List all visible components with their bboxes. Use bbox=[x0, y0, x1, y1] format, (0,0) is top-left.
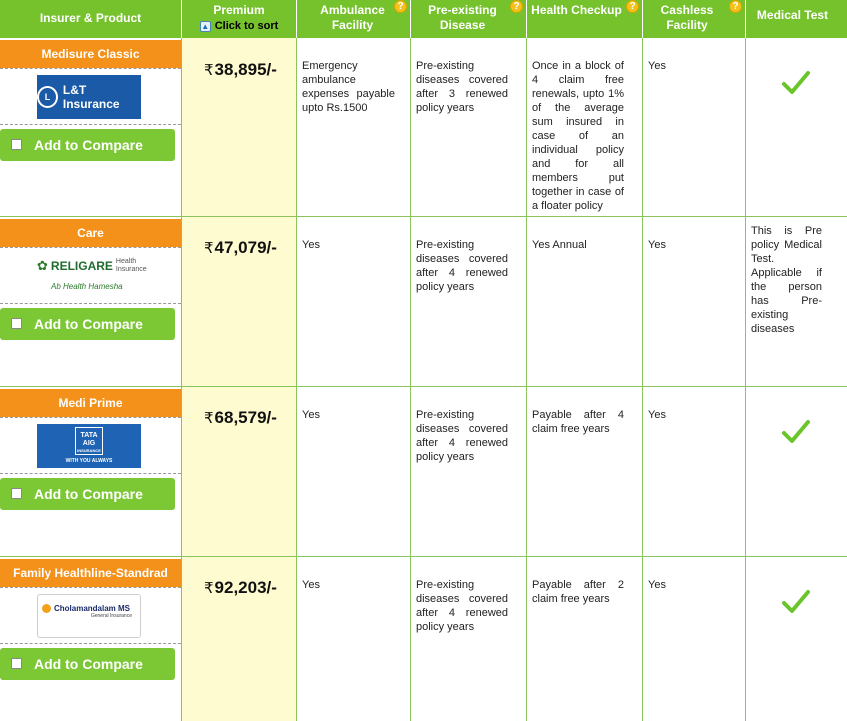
religare-flower-icon: ✿ bbox=[37, 258, 48, 273]
add-to-compare-label: Add to Compare bbox=[34, 316, 143, 332]
header-health-checkup bbox=[527, 0, 642, 38]
dashed-divider bbox=[0, 417, 181, 418]
health-checkup-cell: Once in a block of 4 claim free renewals, upto 1% of the average sum insured in case of an individual policy and for all members put together in case of a floater policy bbox=[532, 60, 624, 212]
premium-amount bbox=[204, 408, 277, 428]
add-to-compare-button[interactable] bbox=[0, 129, 175, 161]
preexisting-cell: Pre-existing diseases covered after 4 renewed policy years bbox=[416, 409, 508, 463]
column-divider bbox=[745, 38, 746, 721]
dashed-divider bbox=[0, 124, 181, 125]
insurer-logo-subtext: General Insurance bbox=[90, 613, 132, 619]
add-to-compare-label: Add to Compare bbox=[34, 137, 143, 153]
insurer-logo-text: L&T Insurance bbox=[62, 83, 120, 111]
rupee-icon: ₹ bbox=[204, 410, 214, 427]
cashless-cell: Yes bbox=[648, 409, 666, 421]
header-insurer bbox=[0, 0, 181, 38]
insurer-logo bbox=[37, 254, 147, 298]
compare-checkbox[interactable] bbox=[11, 139, 22, 150]
add-to-compare-button[interactable] bbox=[0, 478, 175, 510]
premium-value: 38,895/- bbox=[214, 60, 277, 79]
dashed-divider bbox=[0, 473, 181, 474]
insurer-logo-subtext: INSURANCE bbox=[77, 448, 101, 453]
chola-mark-icon bbox=[42, 604, 51, 613]
rupee-icon: ₹ bbox=[204, 240, 214, 257]
ambulance-cell: Yes bbox=[302, 239, 320, 251]
medical-test-cell: This is Pre policy Medical Test. Applicable if the person has Pre-existing diseases bbox=[751, 225, 822, 335]
product-name: Care bbox=[0, 219, 181, 247]
insurer-logo bbox=[37, 424, 141, 468]
help-icon[interactable]: ? bbox=[510, 0, 523, 13]
premium-value: 47,079/- bbox=[214, 238, 277, 257]
product-name: Family Healthline-Standrad bbox=[0, 559, 181, 587]
preexisting-cell: Pre-existing diseases covered after 4 renewed policy years bbox=[416, 239, 508, 293]
premium-column-background bbox=[182, 38, 296, 721]
cashless-cell: Yes bbox=[648, 60, 666, 72]
dashed-divider bbox=[0, 587, 181, 588]
compare-checkbox[interactable] bbox=[11, 658, 22, 669]
column-divider bbox=[526, 38, 527, 721]
row-divider bbox=[0, 556, 847, 557]
column-divider bbox=[181, 38, 182, 721]
tata-aig-mark-icon bbox=[75, 427, 103, 455]
header-insurer-label: Insurer & Product bbox=[39, 11, 142, 25]
sort-label[interactable]: Click to sort bbox=[214, 20, 279, 32]
header-medical-test-label: Medical Test bbox=[756, 8, 829, 22]
insurer-logo-text: Cholamandalam MS bbox=[54, 604, 131, 613]
column-divider bbox=[296, 38, 297, 721]
ambulance-cell: Yes bbox=[302, 579, 320, 591]
premium-value: 92,203/- bbox=[214, 578, 277, 597]
health-checkup-cell: Yes Annual bbox=[532, 239, 587, 251]
row-divider bbox=[0, 386, 847, 387]
dashed-divider bbox=[0, 643, 181, 644]
help-icon[interactable]: ? bbox=[729, 0, 742, 13]
insurer-logo bbox=[37, 594, 141, 638]
insurer-logo bbox=[37, 75, 141, 119]
insurer-logo-subtext: Health Insurance bbox=[115, 258, 147, 273]
cashless-cell: Yes bbox=[648, 239, 666, 251]
header-premium[interactable] bbox=[182, 0, 296, 38]
ambulance-cell: Yes bbox=[302, 409, 320, 421]
preexisting-cell: Pre-existing diseases covered after 4 renewed policy years bbox=[416, 579, 508, 633]
header-premium-label: Premium bbox=[213, 3, 265, 17]
ambulance-cell: Emergency ambulance expenses payable upto Rs.1500 bbox=[302, 60, 395, 114]
cashless-cell: Yes bbox=[648, 579, 666, 591]
header-medical-test bbox=[746, 0, 847, 38]
sort-arrow-icon[interactable]: ▲ bbox=[201, 22, 210, 31]
insurer-logo-text: TATA AIG bbox=[80, 432, 98, 447]
compare-checkbox[interactable] bbox=[11, 488, 22, 499]
header-ambulance bbox=[297, 0, 410, 38]
header-health-checkup-label: Health Checkup bbox=[531, 3, 622, 17]
dashed-divider bbox=[0, 68, 181, 69]
premium-value: 68,579/- bbox=[214, 408, 277, 427]
check-icon bbox=[782, 70, 810, 96]
insurer-logo-tagline: WITH YOU ALWAYS bbox=[65, 458, 113, 464]
header-cashless-label: Cashless Facility bbox=[660, 3, 714, 32]
add-to-compare-button[interactable] bbox=[0, 308, 175, 340]
row-divider bbox=[0, 216, 847, 217]
premium-amount bbox=[204, 578, 277, 598]
sort-control[interactable] bbox=[182, 19, 296, 34]
premium-amount bbox=[204, 238, 277, 258]
check-icon bbox=[782, 589, 810, 615]
premium-amount bbox=[204, 60, 277, 80]
add-to-compare-label: Add to Compare bbox=[34, 486, 143, 502]
add-to-compare-label: Add to Compare bbox=[34, 656, 143, 672]
dashed-divider bbox=[0, 247, 181, 248]
product-name: Medi Prime bbox=[0, 389, 181, 417]
product-name: Medisure Classic bbox=[0, 40, 181, 68]
health-checkup-cell: Payable after 2 claim free years bbox=[532, 579, 624, 605]
header-preexisting bbox=[411, 0, 526, 38]
column-divider bbox=[410, 38, 411, 721]
preexisting-cell: Pre-existing diseases covered after 3 renewed policy years bbox=[416, 60, 508, 114]
check-icon bbox=[782, 419, 810, 445]
health-checkup-cell: Payable after 4 claim free years bbox=[532, 409, 624, 435]
rupee-icon: ₹ bbox=[204, 580, 214, 597]
header-preexisting-label: Pre-existing Disease bbox=[428, 3, 497, 32]
help-icon[interactable]: ? bbox=[626, 0, 639, 13]
lt-logo-mark-icon: L bbox=[37, 86, 58, 108]
header-cashless bbox=[643, 0, 745, 38]
rupee-icon: ₹ bbox=[204, 62, 214, 79]
compare-checkbox[interactable] bbox=[11, 318, 22, 329]
dashed-divider bbox=[0, 303, 181, 304]
column-divider bbox=[642, 38, 643, 721]
header-ambulance-label: Ambulance Facility bbox=[320, 3, 385, 32]
insurer-logo-text: RELIGARE bbox=[50, 259, 113, 273]
insurer-logo-tagline: Ab Health Hamesha bbox=[51, 282, 123, 291]
help-icon[interactable]: ? bbox=[394, 0, 407, 13]
add-to-compare-button[interactable] bbox=[0, 648, 175, 680]
